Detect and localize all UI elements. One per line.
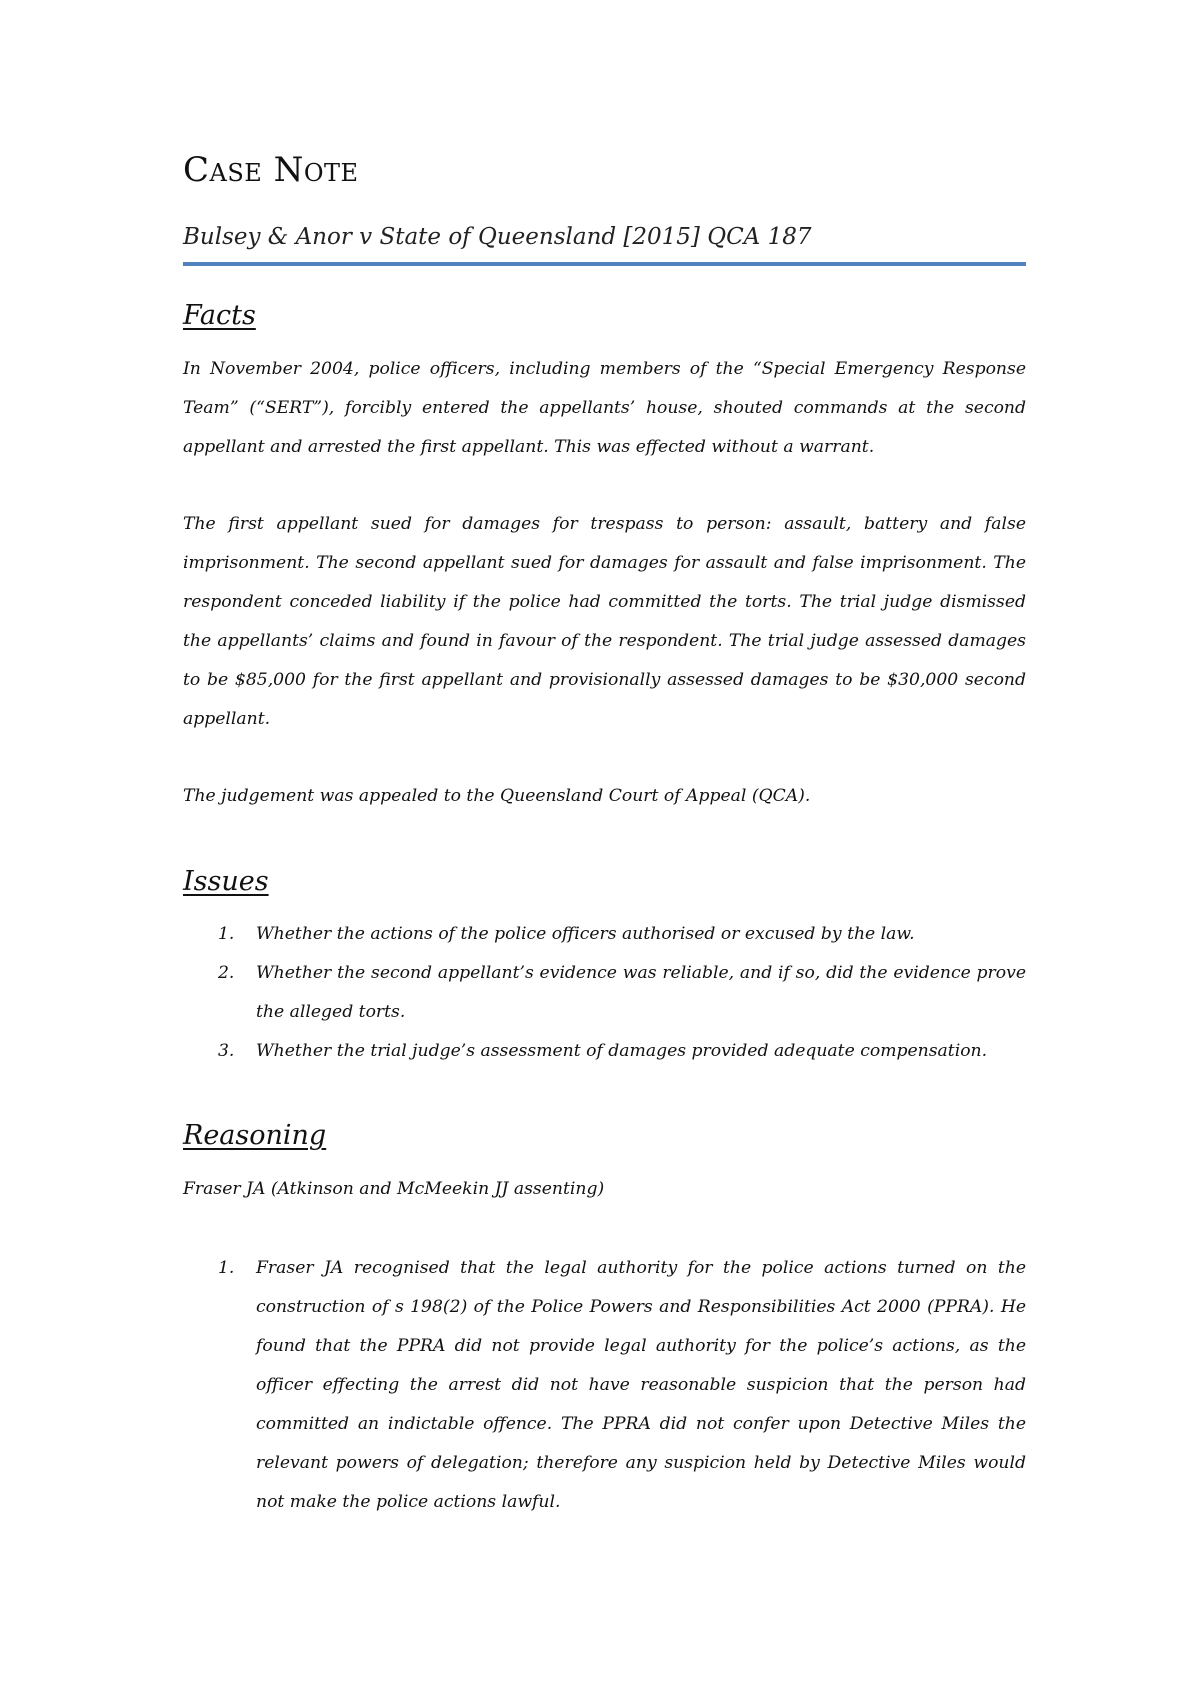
issue-number: 1. — [218, 924, 235, 944]
facts-heading: Facts — [183, 300, 256, 331]
issue-text: Whether the trial judge’s assessment of damages provided adequate compensation. — [256, 1041, 988, 1061]
document-title: Case Note — [183, 150, 359, 190]
issue-item-3 — [183, 1032, 1026, 1071]
title-divider — [183, 262, 1026, 266]
reasoning-text: Fraser JA recognised that the legal authority for the police actions turned on the construction of s 198(2) of the Police Powers and Responsibilities Act 2000 (PPRA). He found that the PPRA did not provide legal authority for the police’s actions, as the officer effecting the arrest did not have reasonable suspicion that the person had committed an indictable offence. The PPRA did not confer upon Detective Miles the relevant powers of delegation; therefore any suspicion held by Detective Miles would not make the police actions lawful. — [256, 1258, 1026, 1512]
reasoning-item-1 — [183, 1249, 1026, 1522]
facts-paragraph-1: In November 2004, police officers, including members of the “Special Emergency Response Team” (“SERT”), forcibly entered the appellants’ house, shouted commands at the second appellant and arrested the first appellant. This was effected without a warrant. — [183, 359, 1026, 457]
facts-paragraph-2: The first appellant sued for damages for trespass to person: assault, battery and false imprisonment. The second appellant sued for damages for assault and false imprisonment. The respondent conceded liability if the police had committed the torts. The trial judge dismissed the appellants’ claims and found in favour of the respondent. The trial judge assessed damages to be $85,000 for the first appellant and provisionally assessed damages to be $30,000 second appellant. — [183, 514, 1026, 729]
issues-heading: Issues — [183, 866, 269, 897]
case-citation: Bulsey & Anor v State of Queensland [2015] QCA 187 — [183, 224, 812, 250]
issues-list — [183, 915, 1026, 1071]
issue-text: Whether the actions of the police officers authorised or excused by the law. — [256, 924, 915, 944]
reasoning-list — [183, 1249, 1026, 1522]
issue-item-1 — [183, 915, 1026, 954]
reasoning-heading: Reasoning — [183, 1120, 327, 1151]
reasoning-bench: Fraser JA (Atkinson and McMeekin JJ assenting) — [183, 1179, 605, 1199]
reasoning-number: 1. — [218, 1258, 235, 1278]
issue-number: 2. — [218, 963, 235, 983]
issue-item-2 — [183, 954, 1026, 1032]
facts-paragraph-3: The judgement was appealed to the Queensland Court of Appeal (QCA). — [183, 786, 811, 806]
issue-text: Whether the second appellant’s evidence was reliable, and if so, did the evidence prove the alleged torts. — [256, 963, 1026, 1022]
issue-number: 3. — [218, 1041, 235, 1061]
